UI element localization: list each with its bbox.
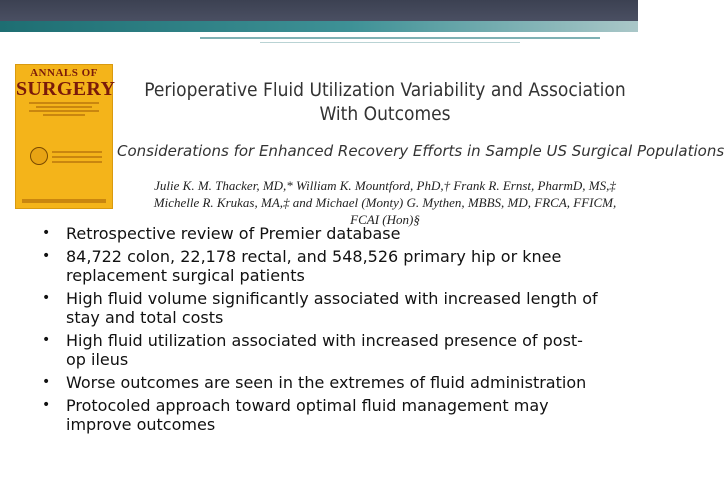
bullet-text: 84,722 colon, 22,178 rectal, and 548,526 primary hip or knee replacement surgical patients <box>66 247 562 285</box>
bullet-text: Protocoled approach toward optimal fluid management may improve outcomes <box>66 396 549 434</box>
article-title-line2: With Outcomes <box>319 103 451 125</box>
journal-name-line1: ANNALS OF <box>30 67 98 79</box>
article-authors <box>140 177 630 228</box>
cover-seal-lines <box>52 148 102 166</box>
accent-bar <box>0 21 638 32</box>
accent-line-thin <box>260 42 520 43</box>
bullet-text: High fluid utilization associated with increased presence of post-op ileus <box>66 331 583 369</box>
bullet-item <box>40 224 600 243</box>
bullet-dot-icon: • <box>42 397 51 413</box>
article-subtitle: Considerations for Enhanced Recovery Efforts in Sample US Surgical Populations <box>117 142 724 160</box>
bullet-dot-icon: • <box>42 290 51 306</box>
bullet-text: High fluid volume significantly associated with increased length of stay and total costs <box>66 289 598 327</box>
bullet-item <box>40 396 600 434</box>
authors-line2: Michelle R. Krukas, MA,‡ and Michael (Monty) G. Mythen, MBBS, MD, FRCA, FFICM, FCAI (Hon)§ <box>153 195 617 227</box>
cover-footer-line <box>22 199 106 203</box>
journal-cover-image <box>15 64 116 209</box>
bullet-item <box>40 373 600 392</box>
cover-seal-icon <box>30 147 48 165</box>
bullet-dot-icon: • <box>42 332 51 348</box>
bullet-text: Retrospective review of Premier database <box>66 224 401 243</box>
bullet-dot-icon: • <box>42 225 51 241</box>
bullet-item <box>40 331 600 369</box>
article-title <box>140 78 630 126</box>
bullet-item <box>40 289 600 327</box>
article-title-line1: Perioperative Fluid Utilization Variability and Association <box>144 79 626 101</box>
bullet-text: Worse outcomes are seen in the extremes of fluid administration <box>66 373 587 392</box>
bullet-list <box>40 224 600 438</box>
accent-line <box>200 37 600 39</box>
authors-line1: Julie K. M. Thacker, MD,* William K. Mountford, PhD,† Frank R. Ernst, PharmD, MS,‡ <box>154 178 616 193</box>
journal-name-line2: SURGERY <box>16 78 116 100</box>
bullet-dot-icon: • <box>42 248 51 264</box>
bullet-item <box>40 247 600 285</box>
bullet-dot-icon: • <box>42 374 51 390</box>
header-band <box>0 0 638 21</box>
cover-text-lines <box>29 102 99 116</box>
